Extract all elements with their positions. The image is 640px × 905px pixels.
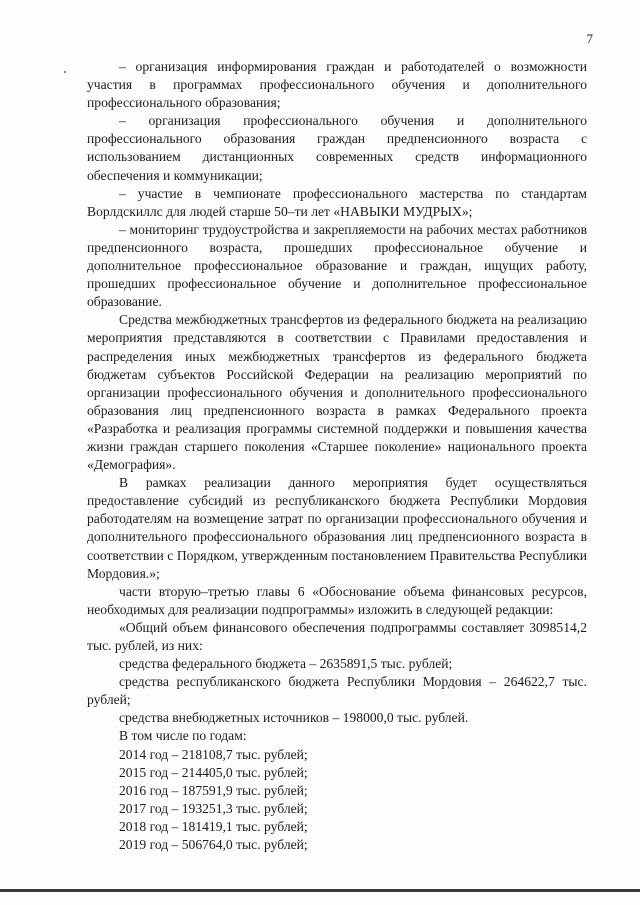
year-line-2014: 2014 год – 218108,7 тыс. рублей;	[119, 746, 308, 762]
paragraph-federal-transfers: Средства межбюджетных трансфертов из федерального бюджета на реализацию мероприятия представляются в соответствии с Правилами предоставления и распределения иных межбюджетных трансфертов из федерального бюджета бюджетам субъектов Российской Федерации на реализацию мероприятий по организации профессионального обучения и дополнительного профессионального образования лиц предпенсионного возраста в рамках Федерального проекта «Разработка и реализация программы системной поддержки и повышения качества жизни граждан старшего поколения «Старшее поколение» национального проекта «Демография».	[87, 312, 587, 473]
years-heading: В том числе по годам:	[119, 728, 247, 744]
paragraph-training: – организация профессионального обучения и дополнительного профессионального образования граждан предпенсионного возраста с использованием дистанционных современных средств информационного обеспечения и коммуникации;	[87, 113, 587, 183]
paragraph-monitoring: – мониторинг трудоустройства и закрепляемости на рабочих местах работников предпенсионного возраста, прошедших профессиональное обучение и дополнительное профессиональное образование и граждан, ищущих работу, прошедших профессиональное обучение и дополнительное профессиональное образование.	[87, 221, 587, 310]
funding-federal: средства федерального бюджета – 2635891,5 тыс. рублей;	[119, 656, 453, 672]
year-line-2015: 2015 год – 214405,0 тыс. рублей;	[119, 764, 308, 780]
scan-bottom-edge	[0, 889, 640, 892]
paragraph-total-funding: «Общий объем финансового обеспечения подпрограммы составляет 3098514,2 тыс. рублей, из них:	[87, 619, 587, 653]
document-body	[87, 58, 587, 854]
year-line-2016: 2016 год – 187591,9 тыс. рублей;	[119, 782, 308, 798]
page-number: 7	[586, 31, 593, 46]
scan-speck	[64, 71, 66, 73]
paragraph-subsidies: В рамках реализации данного мероприятия будет осуществляться предоставление субсидий из республиканского бюджета Республики Мордовия работодателям на возмещение затрат по организации профессионального обучения и дополнительного профессионального образования лиц предпенсионного возраста в соответствии с Порядком, утвержденным постановлением Правительства Республики Мордовия.»;	[87, 475, 587, 581]
funding-extrabudgetary: средства внебюджетных источников – 198000,0 тыс. рублей.	[119, 710, 469, 726]
year-line-2017: 2017 год – 193251,3 тыс. рублей;	[119, 800, 308, 816]
year-line-2019: 2019 год – 506764,0 тыс. рублей;	[119, 837, 308, 853]
paragraph-championship: – участие в чемпионате профессионального мастерства по стандартам Ворлдскиллс для людей старше 50–ти лет «НАВЫКИ МУДРЫХ»;	[87, 185, 587, 219]
year-line-2018: 2018 год – 181419,1 тыс. рублей;	[119, 818, 308, 834]
funding-republic: средства республиканского бюджета Республики Мордовия – 264622,7 тыс. рублей;	[87, 674, 587, 708]
paragraph-amendment: части вторую–третью главы 6 «Обоснование объема финансовых ресурсов, необходимых для реализации подпрограммы» изложить в следующей редакции:	[87, 583, 587, 617]
paragraph-informing: – организация информирования граждан и работодателей о возможности участия в программах профессионального обучения и дополнительного профессионального образования;	[87, 59, 587, 111]
